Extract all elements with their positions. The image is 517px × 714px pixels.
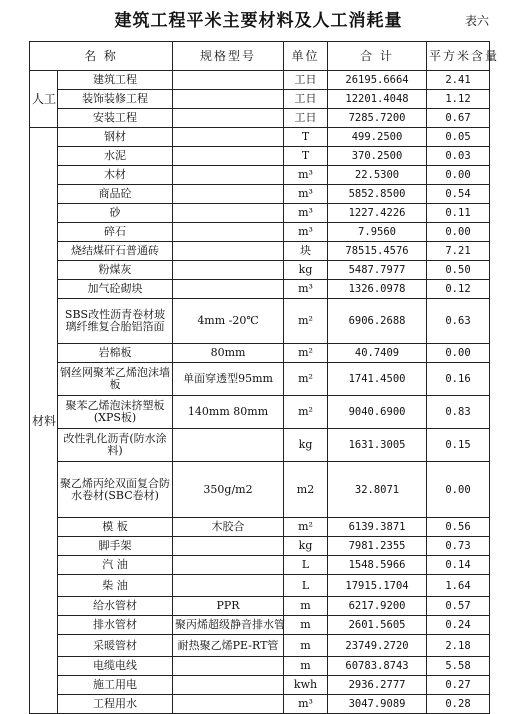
cell-spec — [173, 575, 284, 597]
cell-unit: m² — [284, 396, 328, 429]
cell-per-m2: 7.21 — [427, 242, 490, 261]
cell-per-m2: 0.24 — [427, 616, 490, 635]
cell-spec — [173, 71, 284, 90]
table-row — [30, 537, 490, 556]
cell-name: 聚乙烯丙纶双面复合防水卷材(SBC卷材) — [58, 462, 173, 518]
cell-total: 7.9560 — [328, 223, 427, 242]
cell-total: 3047.9089 — [328, 695, 427, 714]
cell-total: 60783.8743 — [328, 657, 427, 676]
header-unit: 单位 — [284, 42, 328, 71]
table-number-label: 表六 — [464, 14, 489, 28]
cell-spec — [173, 204, 284, 223]
cell-name: 排水管材 — [58, 616, 173, 635]
table-row — [30, 71, 490, 90]
cell-per-m2: 0.50 — [427, 261, 490, 280]
cell-per-m2: 0.03 — [427, 147, 490, 166]
cell-name: 岩棉板 — [58, 344, 173, 363]
cell-total: 1227.4226 — [328, 204, 427, 223]
table-row — [30, 556, 490, 575]
cell-total: 17915.1704 — [328, 575, 427, 597]
cell-name: 装饰装修工程 — [58, 90, 173, 109]
cell-per-m2: 0.00 — [427, 462, 490, 518]
cell-unit: L — [284, 575, 328, 597]
cell-spec — [173, 429, 284, 462]
cell-unit: kg — [284, 537, 328, 556]
cell-total: 370.2500 — [328, 147, 427, 166]
table-row — [30, 363, 490, 396]
cell-unit: kwh — [284, 676, 328, 695]
cell-per-m2: 1.12 — [427, 90, 490, 109]
cell-name: 钢材 — [58, 128, 173, 147]
table-row — [30, 280, 490, 299]
cell-per-m2: 0.16 — [427, 363, 490, 396]
cell-unit: m — [284, 635, 328, 657]
cell-spec — [173, 537, 284, 556]
cell-per-m2: 0.67 — [427, 109, 490, 128]
cell-unit: 工日 — [284, 90, 328, 109]
cell-per-m2: 0.15 — [427, 429, 490, 462]
table-row — [30, 109, 490, 128]
table-row — [30, 223, 490, 242]
cell-spec — [173, 90, 284, 109]
cell-name: 模 板 — [58, 518, 173, 537]
cell-spec — [173, 185, 284, 204]
cell-name: 木材 — [58, 166, 173, 185]
cell-unit: L — [284, 556, 328, 575]
table-row — [30, 575, 490, 597]
header-total: 合 计 — [328, 42, 427, 71]
cell-total: 6139.3871 — [328, 518, 427, 537]
cell-per-m2: 0.54 — [427, 185, 490, 204]
cell-unit: kg — [284, 429, 328, 462]
cell-total: 1326.0978 — [328, 280, 427, 299]
cell-name: 改性乳化沥青(防水涂料) — [58, 429, 173, 462]
cell-unit: 工日 — [284, 109, 328, 128]
cell-spec — [173, 147, 284, 166]
header-per-m2: 平方米含量 — [427, 42, 490, 71]
cell-per-m2: 0.00 — [427, 223, 490, 242]
cell-total: 32.8071 — [328, 462, 427, 518]
cell-unit: m — [284, 657, 328, 676]
cell-per-m2: 2.41 — [427, 71, 490, 90]
cell-total: 5852.8500 — [328, 185, 427, 204]
cell-spec — [173, 166, 284, 185]
table-row — [30, 166, 490, 185]
cell-spec: 木胶合 — [173, 518, 284, 537]
cell-spec: 耐热聚乙烯PE-RT管 — [173, 635, 284, 657]
cell-name: 建筑工程 — [58, 71, 173, 90]
cell-total: 26195.6664 — [328, 71, 427, 90]
cell-unit: T — [284, 128, 328, 147]
table-row — [30, 344, 490, 363]
cell-unit: m — [284, 597, 328, 616]
cell-spec — [173, 261, 284, 280]
cell-per-m2: 0.00 — [427, 344, 490, 363]
table-row — [30, 299, 490, 344]
cell-unit: m³ — [284, 280, 328, 299]
table-row — [30, 429, 490, 462]
cell-total: 2936.2777 — [328, 676, 427, 695]
cell-total: 7285.7200 — [328, 109, 427, 128]
table-row — [30, 396, 490, 429]
cell-name: 给水管材 — [58, 597, 173, 616]
cell-per-m2: 0.00 — [427, 166, 490, 185]
materials-labor-table — [29, 41, 500, 714]
cell-total: 12201.4048 — [328, 90, 427, 109]
table-row — [30, 695, 490, 714]
cell-unit: T — [284, 147, 328, 166]
cell-total: 23749.2720 — [328, 635, 427, 657]
cell-spec: 聚丙烯超级静音排水管 — [173, 616, 284, 635]
cell-name: SBS改性沥青卷材玻璃纤维复合胎铝箔面 — [58, 299, 173, 344]
header-name: 名 称 — [30, 42, 173, 71]
cell-unit: 工日 — [284, 71, 328, 90]
cell-name: 钢丝网聚苯乙烯泡沫墙板 — [58, 363, 173, 396]
table-row — [30, 676, 490, 695]
cell-unit: m² — [284, 363, 328, 396]
table-row — [30, 242, 490, 261]
cell-spec — [173, 676, 284, 695]
cell-name: 砂 — [58, 204, 173, 223]
cell-total: 1631.3005 — [328, 429, 427, 462]
cell-spec: 140mm 80mm — [173, 396, 284, 429]
cell-name: 粉煤灰 — [58, 261, 173, 280]
cell-total: 40.7409 — [328, 344, 427, 363]
cell-total: 22.5300 — [328, 166, 427, 185]
cell-total: 6217.9200 — [328, 597, 427, 616]
table-row — [30, 635, 490, 657]
table-row — [30, 462, 490, 518]
table-row — [30, 616, 490, 635]
cell-name: 工程用水 — [58, 695, 173, 714]
cell-per-m2: 0.63 — [427, 299, 490, 344]
group-label-labor: 人工 — [30, 71, 58, 128]
cell-per-m2: 1.64 — [427, 575, 490, 597]
cell-per-m2: 0.56 — [427, 518, 490, 537]
cell-name: 聚苯乙烯泡沫挤塑板(XPS板) — [58, 396, 173, 429]
cell-unit: m³ — [284, 185, 328, 204]
cell-spec — [173, 556, 284, 575]
cell-total: 1548.5966 — [328, 556, 427, 575]
table-row — [30, 597, 490, 616]
cell-spec — [173, 128, 284, 147]
cell-unit: kg — [284, 261, 328, 280]
cell-unit: m³ — [284, 695, 328, 714]
table-row — [30, 657, 490, 676]
cell-unit: m³ — [284, 223, 328, 242]
cell-name: 加气砼砌块 — [58, 280, 173, 299]
cell-name: 采暖管材 — [58, 635, 173, 657]
header-spec: 规格型号 — [173, 42, 284, 71]
table-row — [30, 261, 490, 280]
table-row — [30, 518, 490, 537]
cell-per-m2: 0.12 — [427, 280, 490, 299]
cell-unit: m³ — [284, 204, 328, 223]
cell-unit: 块 — [284, 242, 328, 261]
cell-unit: m² — [284, 344, 328, 363]
cell-name: 碎石 — [58, 223, 173, 242]
cell-total: 7981.2355 — [328, 537, 427, 556]
cell-spec — [173, 657, 284, 676]
cell-name: 水泥 — [58, 147, 173, 166]
page-title: 建筑工程平米主要材料及人工消耗量 — [114, 11, 403, 31]
group-label-materials: 材料 — [30, 128, 58, 714]
cell-spec: 350g/m2 — [173, 462, 284, 518]
cell-name: 安装工程 — [58, 109, 173, 128]
cell-spec: PPR — [173, 597, 284, 616]
cell-per-m2: 0.14 — [427, 556, 490, 575]
cell-per-m2: 2.18 — [427, 635, 490, 657]
cell-spec: 单面穿透型95mm — [173, 363, 284, 396]
cell-per-m2: 5.58 — [427, 657, 490, 676]
cell-spec — [173, 109, 284, 128]
cell-total: 78515.4576 — [328, 242, 427, 261]
cell-per-m2: 0.28 — [427, 695, 490, 714]
cell-spec: 80mm — [173, 344, 284, 363]
cell-total: 2601.5605 — [328, 616, 427, 635]
cell-per-m2: 0.27 — [427, 676, 490, 695]
cell-unit: m³ — [284, 166, 328, 185]
cell-unit: m² — [284, 299, 328, 344]
table-row — [30, 147, 490, 166]
cell-spec — [173, 695, 284, 714]
cell-total: 6906.2688 — [328, 299, 427, 344]
cell-unit: m² — [284, 518, 328, 537]
cell-name: 汽 油 — [58, 556, 173, 575]
table-row — [30, 90, 490, 109]
cell-name: 柴 油 — [58, 575, 173, 597]
cell-per-m2: 0.73 — [427, 537, 490, 556]
cell-per-m2: 0.57 — [427, 597, 490, 616]
cell-per-m2: 0.11 — [427, 204, 490, 223]
cell-per-m2: 0.05 — [427, 128, 490, 147]
cell-spec — [173, 223, 284, 242]
table-row — [30, 185, 490, 204]
table-row — [30, 128, 490, 147]
table-header-row — [30, 42, 490, 71]
cell-spec — [173, 242, 284, 261]
cell-total: 5487.7977 — [328, 261, 427, 280]
cell-name: 商品砼 — [58, 185, 173, 204]
cell-unit: m — [284, 616, 328, 635]
cell-per-m2: 0.83 — [427, 396, 490, 429]
cell-total: 1741.4500 — [328, 363, 427, 396]
table-row — [30, 204, 490, 223]
cell-name: 烧结煤矸石普通砖 — [58, 242, 173, 261]
cell-name: 施工用电 — [58, 676, 173, 695]
cell-total: 499.2500 — [328, 128, 427, 147]
cell-total: 9040.6900 — [328, 396, 427, 429]
cell-spec — [173, 280, 284, 299]
cell-spec: 4mm -20℃ — [173, 299, 284, 344]
cell-name: 电缆电线 — [58, 657, 173, 676]
cell-unit: m2 — [284, 462, 328, 518]
cell-name: 脚手架 — [58, 537, 173, 556]
